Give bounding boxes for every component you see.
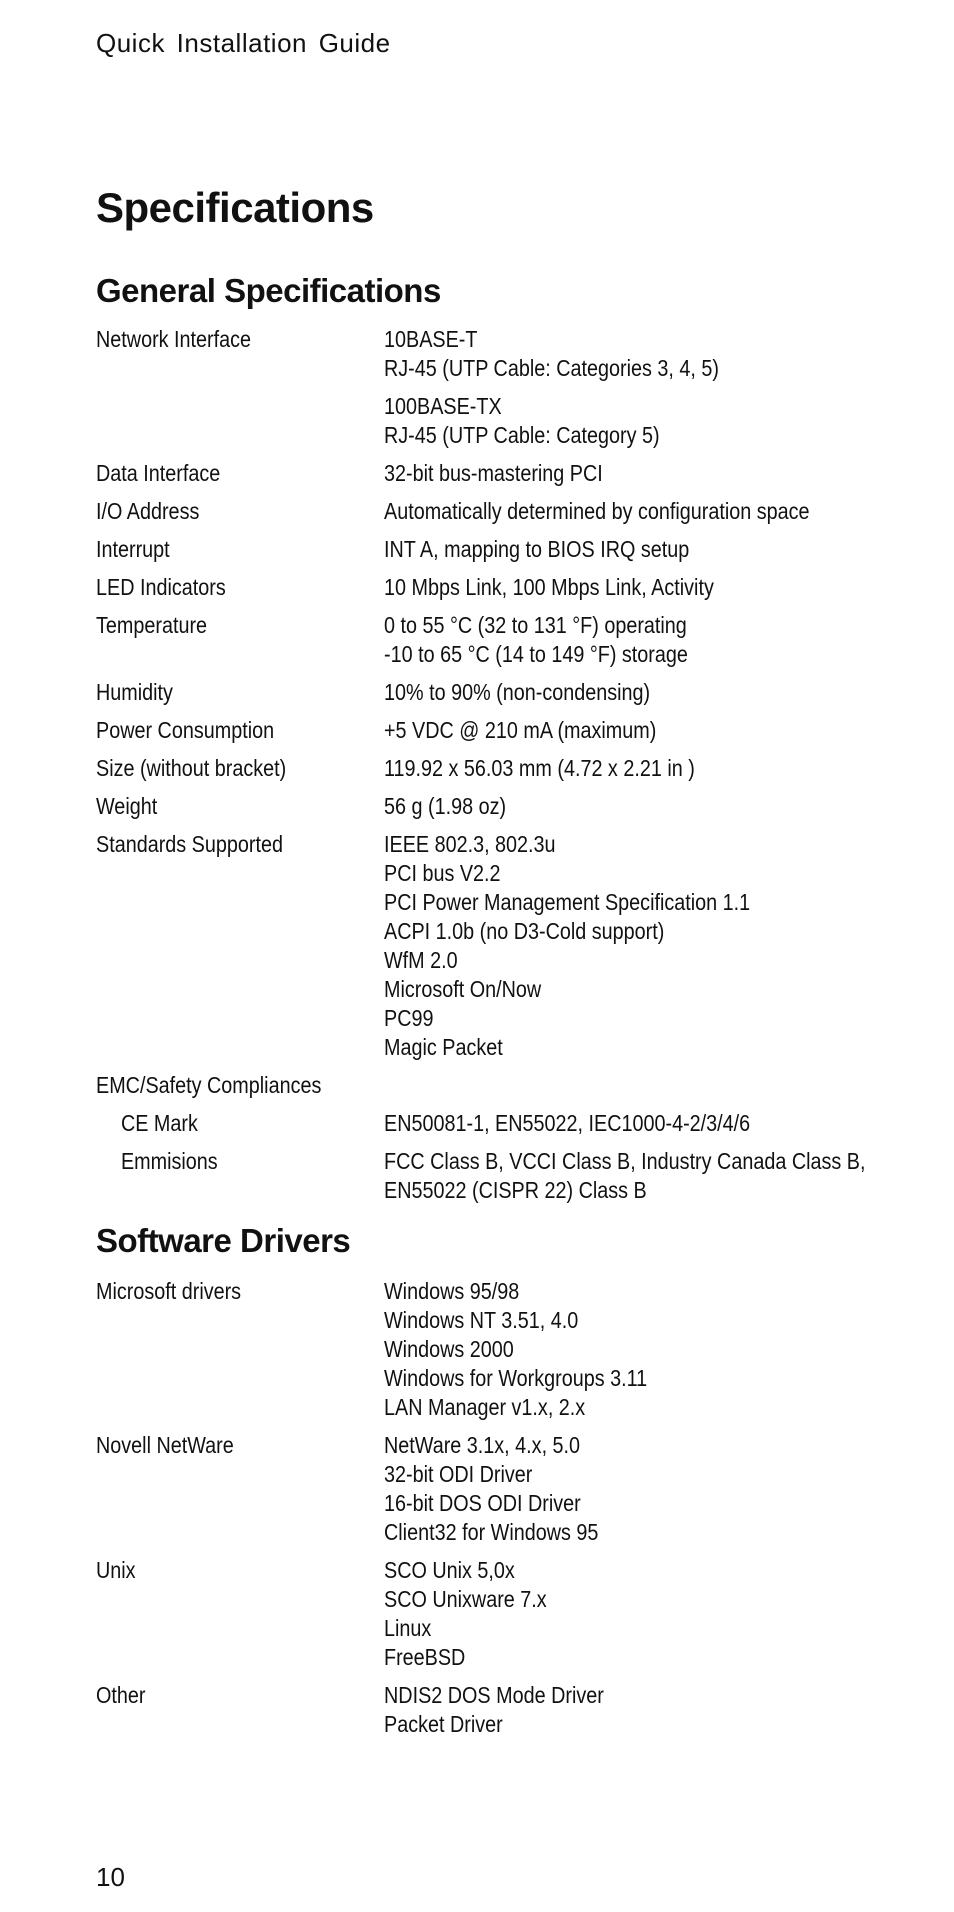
spec-row: [96, 678, 886, 707]
spec-value-group: [384, 678, 886, 707]
spec-row: [96, 792, 886, 821]
spec-row: [96, 1109, 886, 1138]
software-drivers-table: [96, 1277, 886, 1748]
spec-row: [96, 1431, 886, 1547]
spec-value-line: 10BASE-T: [384, 326, 478, 352]
spec-value: [384, 459, 886, 488]
spec-label: Temperature: [96, 612, 208, 638]
spec-value-line: NDIS2 DOS Mode Driver: [384, 1682, 604, 1708]
spec-value-line: 16-bit DOS ODI Driver: [384, 1490, 581, 1516]
spec-value-group: [384, 1431, 886, 1547]
spec-value-line: RJ-45 (UTP Cable: Category 5): [384, 422, 660, 448]
spec-value: [384, 1431, 886, 1547]
spec-label: Standards Supported: [96, 831, 283, 857]
spec-row: [96, 1681, 886, 1739]
spec-value: [384, 716, 886, 745]
spec-row: [96, 1556, 886, 1672]
spec-label: Weight: [96, 793, 158, 819]
spec-row: [96, 754, 886, 783]
spec-value-line: +5 VDC @ 210 mA (maximum): [384, 717, 657, 743]
spec-value-line: PCI bus V2.2: [384, 860, 501, 886]
spec-label: Humidity: [96, 679, 173, 705]
spec-value-line: EN55022 (CISPR 22) Class B: [384, 1177, 647, 1203]
spec-value: [384, 535, 886, 564]
spec-value-line: SCO Unixware 7.x: [384, 1586, 547, 1612]
spec-label: CE Mark: [120, 1110, 198, 1136]
spec-value-group: [384, 1109, 886, 1138]
spec-value: [384, 325, 886, 450]
spec-row: [96, 535, 886, 564]
general-specifications-table: [96, 325, 886, 1214]
spec-row: [96, 1147, 886, 1205]
spec-value-line: SCO Unix 5,0x: [384, 1557, 515, 1583]
spec-value: [384, 754, 886, 783]
spec-value-line: 56 g (1.98 oz): [384, 793, 507, 819]
page-title: Specifications: [96, 184, 374, 231]
spec-label: Data Interface: [96, 460, 221, 486]
spec-label: Network Interface: [96, 326, 252, 352]
page-number: 10: [96, 1862, 125, 1892]
running-header: Quick Installation Guide: [96, 28, 391, 58]
spec-value: [384, 1109, 886, 1138]
spec-value-group: [384, 573, 886, 602]
spec-value: [384, 1277, 886, 1422]
software-drivers-heading: Software Drivers: [96, 1222, 351, 1259]
spec-label: Novell NetWare: [96, 1432, 234, 1458]
spec-value-line: ACPI 1.0b (no D3-Cold support): [384, 918, 665, 944]
spec-value-line: PCI Power Management Specification 1.1: [384, 889, 751, 915]
spec-value-line: 32-bit ODI Driver: [384, 1461, 533, 1487]
spec-value-line: Windows 95/98: [384, 1278, 520, 1304]
spec-value-line: EN50081-1, EN55022, IEC1000-4-2/3/4/6: [384, 1110, 751, 1136]
spec-value-line: 0 to 55 °C (32 to 131 °F) operating: [384, 612, 687, 638]
spec-value-line: Windows NT 3.51, 4.0: [384, 1307, 579, 1333]
spec-label: Interrupt: [96, 536, 170, 562]
spec-label: I/O Address: [96, 498, 200, 524]
spec-value-line: Automatically determined by configuration space: [384, 498, 810, 524]
spec-value: [384, 573, 886, 602]
spec-row: [96, 325, 886, 450]
spec-value-line: Linux: [384, 1615, 432, 1641]
spec-row: [96, 1277, 886, 1422]
spec-value-line: NetWare 3.1x, 4.x, 5.0: [384, 1432, 581, 1458]
spec-label: Emmisions: [120, 1148, 218, 1174]
spec-value-group: [384, 830, 886, 1062]
spec-label: Power Consumption: [96, 717, 275, 743]
spec-value: [384, 1681, 886, 1739]
spec-value-line: FreeBSD: [384, 1644, 466, 1670]
spec-value-line: 10 Mbps Link, 100 Mbps Link, Activity: [384, 574, 714, 600]
spec-value-line: LAN Manager v1.x, 2.x: [384, 1394, 586, 1420]
spec-label: Size (without bracket): [96, 755, 287, 781]
spec-value-line: 10% to 90% (non-condensing): [384, 679, 651, 705]
spec-row: [96, 497, 886, 526]
general-specifications-heading: General Specifications: [96, 272, 441, 309]
spec-value-group: [384, 754, 886, 783]
spec-value-group: [384, 459, 886, 488]
spec-value: [384, 830, 886, 1062]
spec-value-line: Magic Packet: [384, 1034, 503, 1060]
spec-value: [384, 611, 886, 669]
spec-value-group: [384, 611, 886, 669]
spec-value-group: [384, 1681, 886, 1739]
spec-value-group: [384, 792, 886, 821]
spec-row: [96, 459, 886, 488]
spec-label: Other: [96, 1682, 146, 1708]
spec-value-line: IEEE 802.3, 802.3u: [384, 831, 556, 857]
spec-value-line: Client32 for Windows 95: [384, 1519, 599, 1545]
spec-label: LED Indicators: [96, 574, 226, 600]
spec-value-group: [384, 392, 886, 450]
spec-value-line: RJ-45 (UTP Cable: Categories 3, 4, 5): [384, 355, 719, 381]
spec-value-group: [384, 497, 886, 526]
spec-row: [96, 1071, 886, 1100]
spec-value-group: [384, 325, 886, 383]
spec-value-line: Packet Driver: [384, 1711, 503, 1737]
spec-value: [384, 497, 886, 526]
spec-value: [384, 792, 886, 821]
spec-value: [384, 1556, 886, 1672]
spec-row: [96, 716, 886, 745]
spec-value: [384, 1147, 944, 1205]
spec-value-line: 119.92 x 56.03 mm (4.72 x 2.21 in ): [384, 755, 695, 781]
spec-value-line: Windows for Workgroups 3.11: [384, 1365, 648, 1391]
spec-row: [96, 611, 886, 669]
spec-value-line: -10 to 65 °C (14 to 149 °F) storage: [384, 641, 688, 667]
spec-value-line: FCC Class B, VCCI Class B, Industry Canada Class B,: [384, 1148, 866, 1174]
spec-row: [96, 573, 886, 602]
spec-value-group: [384, 535, 886, 564]
spec-label: Unix: [96, 1557, 136, 1583]
spec-label: EMC/Safety Compliances: [96, 1072, 322, 1098]
spec-label: Microsoft drivers: [96, 1278, 242, 1304]
spec-row: [96, 830, 886, 1062]
spec-value-group: [384, 1556, 886, 1672]
spec-value-line: WfM 2.0: [384, 947, 458, 973]
spec-value-line: PC99: [384, 1005, 434, 1031]
spec-value-line: INT A, mapping to BIOS IRQ setup: [384, 536, 690, 562]
spec-value-group: [384, 1277, 886, 1422]
spec-value-line: 100BASE-TX: [384, 393, 502, 419]
spec-value-line: Windows 2000: [384, 1336, 514, 1362]
spec-value-line: Microsoft On/Now: [384, 976, 542, 1002]
spec-value-group: [384, 716, 886, 745]
spec-value-group: [384, 1147, 944, 1205]
spec-value: [384, 678, 886, 707]
spec-value-line: 32-bit bus-mastering PCI: [384, 460, 603, 486]
